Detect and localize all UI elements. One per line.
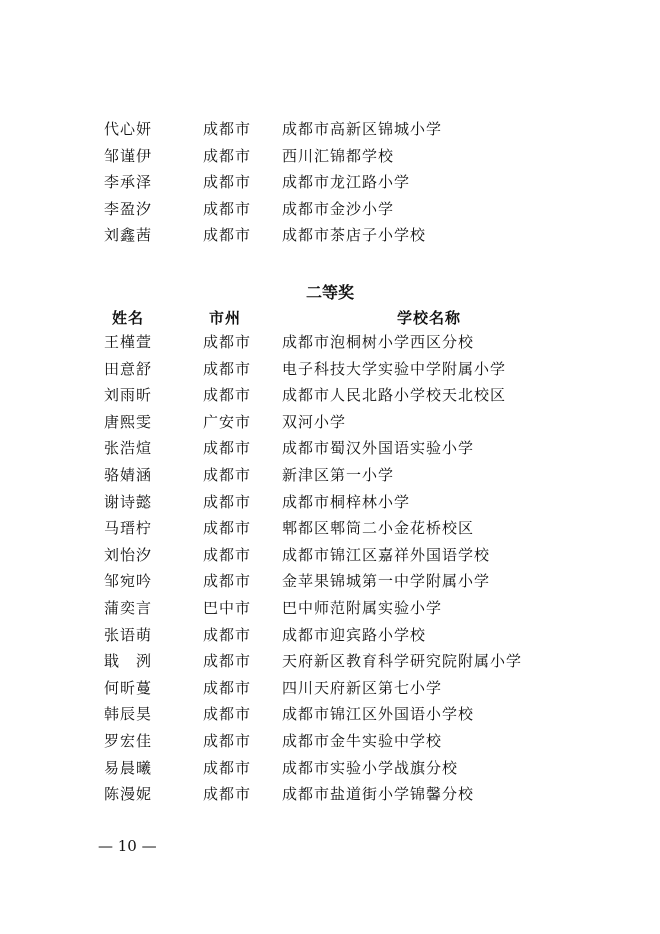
cell-school: 西川汇锦都学校	[282, 146, 395, 165]
cell-name: 易晨曦	[104, 758, 153, 777]
table-row	[0, 542, 660, 568]
cell-name: 罗宏佳	[104, 732, 153, 750]
header-school: 学校名称	[397, 309, 462, 327]
cell-name: 李盈汐	[104, 199, 153, 218]
cell-name: 何昕蔓	[104, 678, 153, 697]
cell-school: 双河小学	[282, 412, 347, 431]
cell-name: 代心妍	[104, 120, 153, 138]
cell-school: 成都市盐道街小学锦馨分校	[282, 785, 475, 804]
cell-school: 郫都区郫筒二小金花桥校区	[282, 519, 475, 538]
table-row	[0, 701, 660, 727]
section-title-second-prize: 二等奖	[305, 283, 354, 302]
cell-city: 成都市	[203, 519, 252, 538]
cell-school: 成都市蜀汉外国语实验小学	[282, 439, 475, 458]
table-row	[0, 622, 660, 648]
table-row	[0, 116, 660, 142]
cell-name: 刘雨昕	[104, 386, 153, 405]
table-row	[0, 489, 660, 515]
table-row	[0, 409, 660, 435]
cell-city: 成都市	[203, 146, 252, 165]
header-name: 姓名	[112, 309, 145, 327]
cell-school: 成都市金牛实验中学校	[282, 732, 443, 750]
cell-name: 陈漫妮	[104, 785, 153, 804]
cell-city: 成都市	[203, 120, 252, 138]
cell-school: 新津区第一小学	[282, 466, 395, 484]
table-row	[0, 196, 660, 222]
cell-city: 成都市	[203, 678, 252, 697]
cell-school: 成都市迎宾路小学校	[282, 625, 427, 644]
cell-name: 刘鑫茜	[104, 226, 153, 244]
cell-school: 成都市金沙小学	[282, 199, 395, 218]
cell-name: 邹宛吟	[104, 572, 153, 591]
table-row	[0, 781, 660, 807]
cell-name: 韩辰昊	[104, 705, 153, 724]
table-header	[0, 305, 660, 331]
cell-city: 成都市	[203, 466, 252, 484]
table-row	[0, 568, 660, 594]
table-row	[0, 515, 660, 541]
cell-city: 成都市	[203, 652, 252, 671]
cell-city: 广安市	[203, 412, 252, 431]
cell-school: 电子科技大学实验中学附属小学	[282, 359, 507, 378]
table-row	[0, 169, 660, 195]
cell-school: 成都市锦江区外国语小学校	[282, 705, 475, 724]
cell-city: 成都市	[203, 732, 252, 750]
cell-school: 成都市锦江区嘉祥外国语学校	[282, 545, 491, 564]
cell-city: 成都市	[203, 545, 252, 564]
cell-school: 成都市实验小学战旗分校	[282, 758, 459, 777]
cell-school: 成都市高新区锦城小学	[282, 120, 443, 138]
cell-city: 成都市	[203, 199, 252, 218]
cell-school: 成都市龙江路小学	[282, 173, 411, 191]
cell-name: 马瑨柠	[104, 519, 153, 538]
cell-name: 唐熙雯	[104, 412, 153, 431]
cell-name: 李承泽	[104, 173, 153, 191]
header-city: 市州	[209, 309, 242, 327]
cell-name: 邹谨伊	[104, 146, 153, 165]
cell-name: 骆婧涵	[104, 466, 153, 484]
cell-name: 张浩煊	[104, 439, 153, 458]
cell-city: 成都市	[203, 439, 252, 458]
table-row	[0, 648, 660, 674]
table-row	[0, 728, 660, 754]
cell-school: 成都市泡桐树小学西区分校	[282, 333, 475, 351]
cell-name: 张语萌	[104, 625, 153, 644]
cell-city: 成都市	[203, 226, 252, 244]
cell-name: 戢 洌	[104, 652, 153, 671]
table-row	[0, 435, 660, 461]
cell-name: 刘怡汐	[104, 545, 153, 564]
table-row	[0, 755, 660, 781]
table-row	[0, 675, 660, 701]
cell-city: 成都市	[203, 173, 252, 191]
cell-school: 成都市人民北路小学校天北校区	[282, 386, 507, 405]
table-row	[0, 595, 660, 621]
cell-city: 成都市	[203, 572, 252, 591]
cell-school: 成都市桐梓林小学	[282, 492, 411, 511]
cell-school: 金苹果锦城第一中学附属小学	[282, 572, 491, 591]
table-row	[0, 382, 660, 408]
cell-city: 成都市	[203, 386, 252, 405]
cell-school: 成都市茶店子小学校	[282, 226, 427, 244]
cell-school: 天府新区教育科学研究院附属小学	[282, 652, 523, 671]
table-row	[0, 143, 660, 169]
cell-name: 蒲奕言	[104, 599, 153, 617]
cell-city: 成都市	[203, 758, 252, 777]
cell-school: 四川天府新区第七小学	[282, 678, 443, 697]
cell-city: 成都市	[203, 359, 252, 378]
table-row	[0, 462, 660, 488]
cell-city: 成都市	[203, 785, 252, 804]
cell-city: 成都市	[203, 625, 252, 644]
cell-name: 谢诗懿	[104, 492, 153, 511]
cell-city: 成都市	[203, 705, 252, 724]
cell-school: 巴中师范附属实验小学	[282, 599, 443, 617]
cell-name: 王槿萱	[104, 333, 153, 351]
cell-city: 巴中市	[203, 599, 252, 617]
table-row	[0, 329, 660, 355]
page-number: — 10 —	[98, 837, 157, 855]
cell-name: 田意舒	[104, 359, 153, 378]
table-row	[0, 222, 660, 248]
table-row	[0, 356, 660, 382]
cell-city: 成都市	[203, 492, 252, 511]
cell-city: 成都市	[203, 333, 252, 351]
